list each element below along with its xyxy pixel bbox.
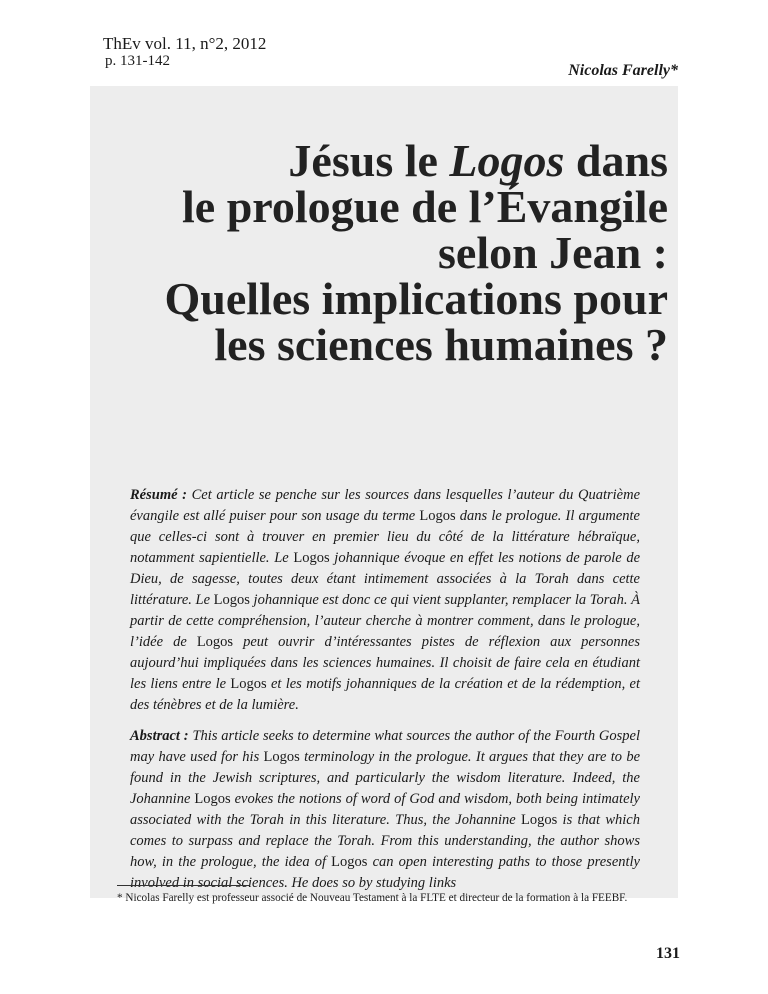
- term-logos: Logos: [194, 791, 231, 807]
- abstract-text: evokes the notions of word of God and wisdom, both being intimately associated with the Torah in this literature. Thus, the Johannine: [130, 791, 640, 828]
- title-logos: Logos: [449, 135, 565, 186]
- term-logos: Logos: [419, 508, 456, 524]
- title-line-3: selon Jean :: [438, 227, 668, 278]
- resume-paragraph: [130, 485, 640, 716]
- term-logos: Logos: [521, 812, 558, 828]
- term-logos: Logos: [213, 592, 250, 608]
- abstract-label: Abstract :: [130, 728, 189, 744]
- title-line-1: [108, 135, 668, 186]
- title-line-4: Quelles implications pour: [164, 273, 668, 324]
- title-text: dans: [564, 135, 668, 186]
- abstracts: [130, 485, 640, 904]
- page-number: 131: [656, 945, 680, 962]
- journal-citation: ThEv vol. 11, n°2, 2012: [103, 34, 267, 53]
- article-title: [108, 135, 668, 370]
- abstract-text: terminology in the prologue. It argues that they are to be found in the Jewish scriptures, and particularly the wisdom literature. Indeed, the Johannine: [130, 749, 641, 807]
- abstract-text: is that which comes to surpass and replace the Torah. From this understanding, the author shows how, in the prologue, the idea of: [130, 812, 640, 870]
- term-logos: Logos: [263, 749, 300, 765]
- resume-text: johannique est donc ce qui vient supplanter, remplacer la Torah. À partir de cette compréhension, l’auteur cherche à montrer comment, dans le prologue, l’idée de: [130, 592, 640, 650]
- resume-text: et les motifs johanniques de la création et de la rédemption, et des ténèbres et de la lumière.: [130, 676, 640, 713]
- footnote-rule: [117, 885, 249, 886]
- abstract-paragraph: [130, 726, 640, 894]
- abstract-text: can open interesting paths to those presently involved in social sciences. He does so by studying links: [130, 854, 640, 891]
- page-range: p. 131-142: [105, 53, 170, 69]
- footnote: * Nicolas Farelly est professeur associé de Nouveau Testament à la FLTE et directeur de la formation à la FEEBF.: [117, 892, 628, 904]
- title-text: Jésus le: [288, 135, 450, 186]
- title-line-2: le prologue de l’Évangile: [182, 181, 668, 232]
- term-logos: Logos: [293, 550, 330, 566]
- resume-label: Résumé :: [130, 487, 187, 503]
- resume-text: dans le prologue. Il argumente que celles-ci sont à trouver en premier lieu du côté de la littérature hébraïque, notamment sapientielle. Le: [130, 508, 640, 566]
- resume-text: Cet article se penche sur les sources dans lesquelles l’auteur du Quatrième évangile est allé puiser pour son usage du terme: [130, 487, 640, 524]
- term-logos: Logos: [331, 854, 368, 870]
- title-line-5: les sciences humaines ?: [214, 319, 668, 370]
- term-logos: Logos: [230, 676, 267, 692]
- resume-text: peut ouvrir d’intéressantes pistes de réflexion aux personnes aujourd’hui impliquées dans les sciences humaines. Il choisit de faire cela en étudiant les liens entre le: [130, 634, 640, 692]
- author-name: Nicolas Farelly*: [568, 62, 678, 79]
- term-logos: Logos: [196, 634, 234, 650]
- abstract-text: This article seeks to determine what sources the author of the Fourth Gospel may have used for his: [130, 728, 640, 765]
- resume-text: johannique évoque en effet les notions de parole de Dieu, de sagesse, toutes deux étant intimement associées à la Torah dans cette littérature. Le: [130, 550, 640, 608]
